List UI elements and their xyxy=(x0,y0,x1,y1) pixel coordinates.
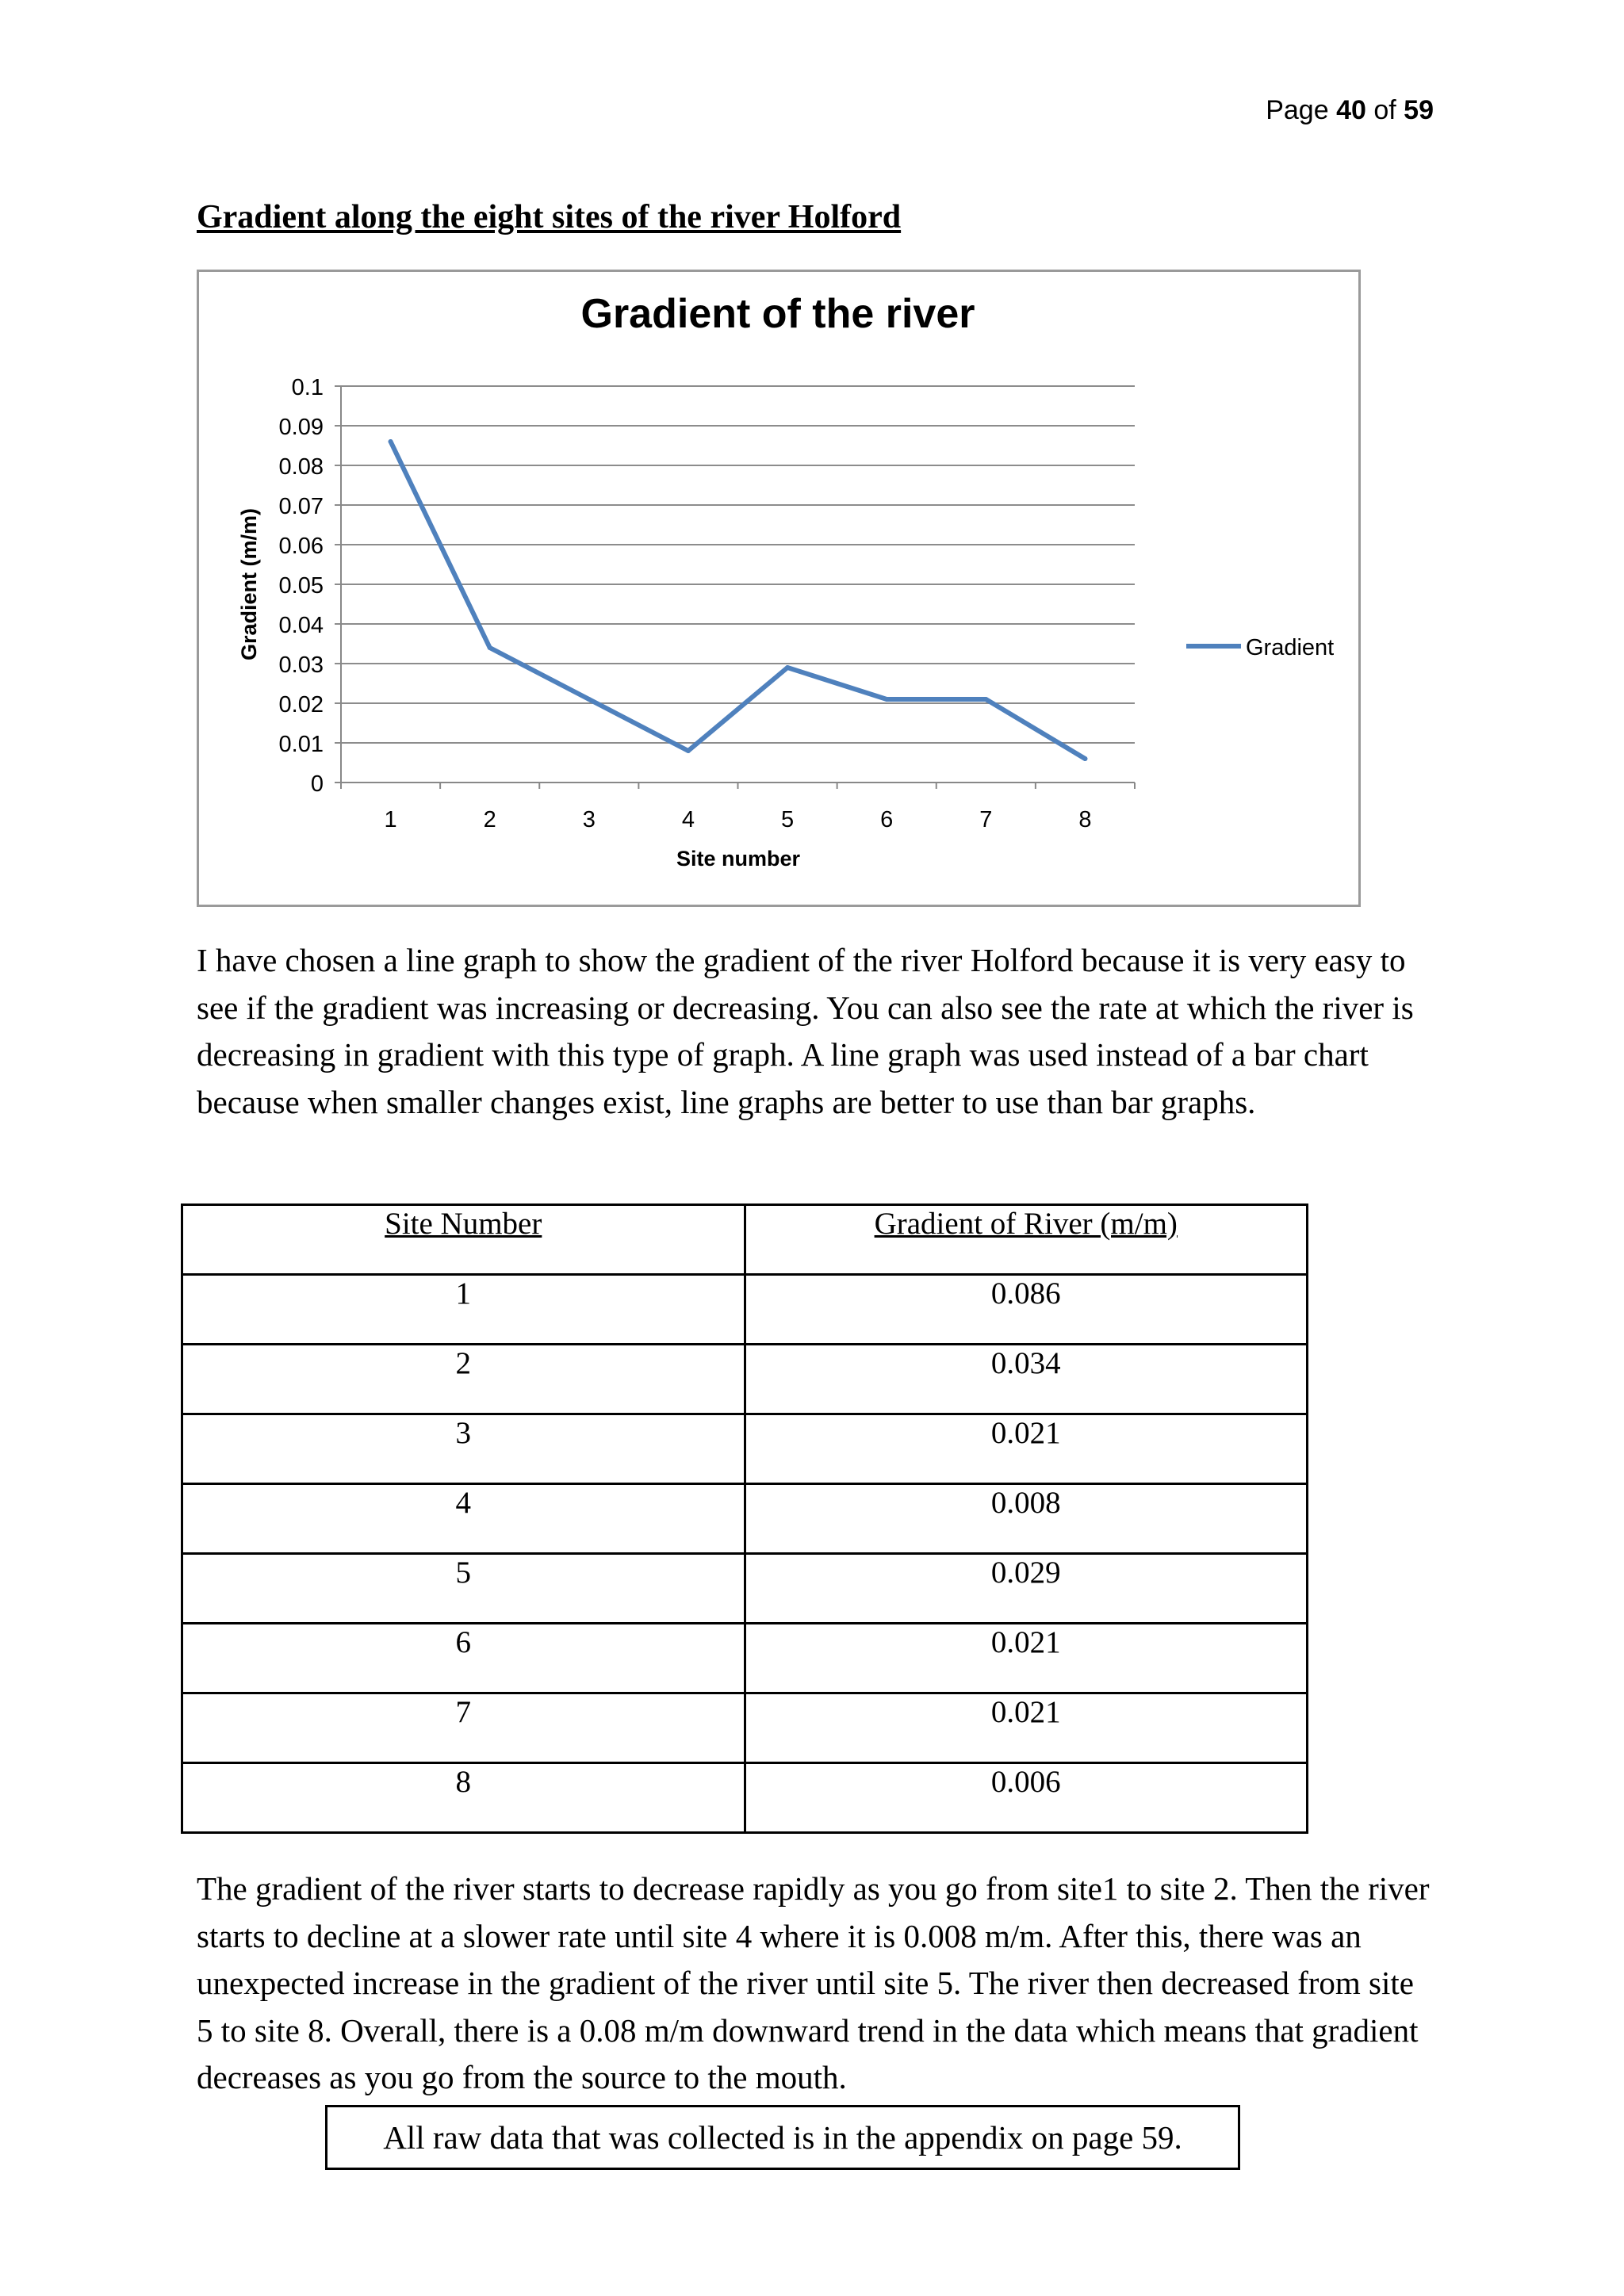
y-tick-label: 0.09 xyxy=(278,415,324,440)
series-line-gradient xyxy=(391,442,1086,759)
x-tick-label: 5 xyxy=(780,807,795,832)
y-tick-label: 0.02 xyxy=(278,692,324,718)
table-row xyxy=(182,1414,1308,1484)
data-point xyxy=(785,665,790,670)
table-header-row xyxy=(182,1205,1308,1275)
data-point xyxy=(1082,756,1087,761)
section-heading: Gradient along the eight sites of the river Holford xyxy=(197,199,902,235)
x-tick-label: 7 xyxy=(979,807,993,832)
site-cell: 1 xyxy=(182,1275,745,1345)
data-point xyxy=(389,439,393,444)
site-cell: 6 xyxy=(182,1624,745,1693)
gradient-cell: 0.006 xyxy=(745,1763,1308,1833)
data-point xyxy=(587,697,592,702)
chart-explanation-paragraph: I have chosen a line graph to show the gradient of the river Holford because it is very easy to see if the gradient was increasing or decreasing. You can also see the rate at which the river is decreasing in gradient with this type of graph. A line graph was used instead of a bar chart because when smaller changes exist, line graphs are better to use than bar graphs. xyxy=(197,942,1414,1120)
site-cell: 7 xyxy=(182,1693,745,1763)
gradient-data-table xyxy=(181,1203,1308,1834)
x-tick-label: 1 xyxy=(384,807,397,832)
table-row xyxy=(182,1345,1308,1414)
analysis-paragraph: The gradient of the river starts to decrease rapidly as you go from site1 to site 2. Then the river starts to decline at a slower rate until site 4 where it is 0.008 m/m. After this, there was an unexpected increase in the gradient of the river until site 5. The river then decreased from site 5 to site 8. Overall, there is a 0.08 m/m downward trend in the data which means that gradient decreases as you go from the source to the mouth. xyxy=(197,1870,1430,2095)
y-tick-label: 0.06 xyxy=(278,534,324,559)
gradient-cell: 0.021 xyxy=(745,1693,1308,1763)
header-site-number: Site Number xyxy=(182,1205,745,1275)
table-row xyxy=(182,1484,1308,1554)
y-axis-label: Gradient (m/m) xyxy=(237,507,261,661)
gradient-cell: 0.029 xyxy=(745,1554,1308,1624)
data-point xyxy=(686,748,691,753)
table-row xyxy=(182,1624,1308,1693)
x-axis-label: Site number xyxy=(676,847,801,871)
gradient-cell: 0.008 xyxy=(745,1484,1308,1554)
appendix-note: All raw data that was collected is in the appendix on page 59. xyxy=(325,2105,1240,2170)
y-tick-label: 0.05 xyxy=(278,573,324,599)
site-cell: 4 xyxy=(182,1484,745,1554)
y-tick-label: 0.07 xyxy=(278,494,324,519)
gradient-line-chart xyxy=(197,270,1361,907)
y-tick-label: 0 xyxy=(310,771,324,797)
y-tick-label: 0.04 xyxy=(278,613,324,638)
legend-label: Gradient xyxy=(1246,635,1335,660)
gradient-cell: 0.021 xyxy=(745,1414,1308,1484)
table-row xyxy=(182,1554,1308,1624)
data-point xyxy=(488,645,492,650)
gradient-cell: 0.034 xyxy=(745,1345,1308,1414)
x-tick-label: 2 xyxy=(483,807,496,832)
table-row xyxy=(182,1763,1308,1833)
y-tick-label: 0.03 xyxy=(278,652,324,678)
gradient-cell: 0.021 xyxy=(745,1624,1308,1693)
chart-title: Gradient of the river xyxy=(580,291,975,337)
x-tick-label: 3 xyxy=(582,807,596,832)
chart-canvas xyxy=(199,272,1358,905)
y-tick-label: 0.1 xyxy=(291,375,324,400)
x-tick-label: 6 xyxy=(880,807,894,832)
data-point xyxy=(884,697,889,702)
site-cell: 2 xyxy=(182,1345,745,1414)
data-point xyxy=(983,697,988,702)
site-cell: 3 xyxy=(182,1414,745,1484)
gradient-cell: 0.086 xyxy=(745,1275,1308,1345)
table-row xyxy=(182,1693,1308,1763)
site-cell: 5 xyxy=(182,1554,745,1624)
site-cell: 8 xyxy=(182,1763,745,1833)
y-tick-label: 0.01 xyxy=(278,732,324,757)
page-number: Page 40 of 59 xyxy=(1266,95,1434,125)
y-tick-label: 0.08 xyxy=(278,454,324,480)
x-tick-label: 8 xyxy=(1078,807,1092,832)
header-gradient: Gradient of River (m/m) xyxy=(745,1205,1308,1275)
table-row xyxy=(182,1275,1308,1345)
x-tick-label: 4 xyxy=(681,807,695,832)
